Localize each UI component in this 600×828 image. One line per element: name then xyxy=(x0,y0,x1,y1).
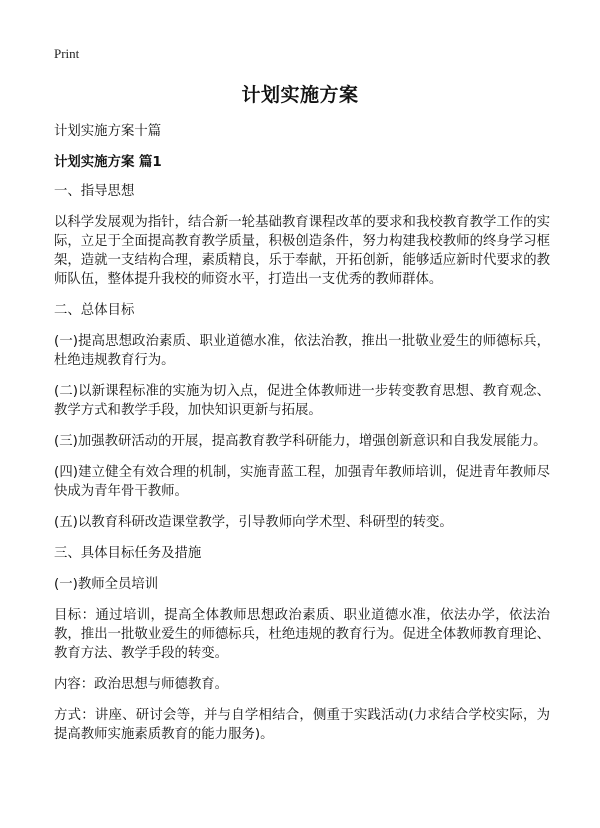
goal-item-1: (一)提高思想政治素质、职业道德水准，依法治教，推出一批敬业爱生的师德标兵，杜绝违规教育行为。 xyxy=(54,334,550,368)
heading-overall-goals: 二、总体目标 xyxy=(54,303,135,318)
paragraph-guiding-ideology: 以科学发展观为指针，结合新一轮基础教育课程改革的要求和我校教育教学工作的实际，立足于全面提高教育教学质量，积极创造条件，努力构建我校教师的终身学习框架，造就一支结构合理，素质精良，乐于奉献，开拓创新，能够适应新时代要求的教师队伍，整体提升我校的师资水平，打造出一支优秀的教师群体。 xyxy=(54,215,550,287)
goal-item-3: (三)加强教研活动的开展，提高教育教学科研能力，增强创新意识和自我发展能力。 xyxy=(54,434,547,449)
heading-specific-tasks: 三、具体目标任务及措施 xyxy=(54,546,202,561)
document-title: 计划实施方案 xyxy=(241,84,359,106)
heading-guiding-ideology: 一、指导思想 xyxy=(54,184,135,199)
goal-item-2: (二)以新课程标准的实施为切入点，促进全体教师进一步转变教育思想、教育观念、教学方式和教学手段，加快知识更新与拓展。 xyxy=(54,384,550,418)
task-training-goal: 目标：通过培训，提高全体教师思想政治素质、职业道德水准，依法办学，依法治教，推出一批敬业爱生的师德标兵，杜绝违规的教育行为。促进全体教师教育理论、教育方法、教学手段的转变。 xyxy=(54,608,550,661)
document-body xyxy=(54,122,550,756)
goal-item-4: (四)建立健全有效合理的机制，实施青蓝工程，加强青年教师培训，促进青年教师尽快成为青年骨干教师。 xyxy=(54,465,550,499)
task-training-title: (一)教师全员培训 xyxy=(54,577,159,592)
print-link[interactable]: Print xyxy=(54,46,80,61)
task-training-method: 方式：讲座、研讨会等，并与自学相结合，侧重于实践活动(力求结合学校实际，为提高教师实施素质教育的能力服务)。 xyxy=(54,708,550,742)
section-title: 计划实施方案 篇1 xyxy=(54,155,162,170)
task-training-content: 内容：政治思想与师德教育。 xyxy=(54,677,229,692)
document-subtitle: 计划实施方案十篇 xyxy=(54,124,162,139)
goal-item-5: (五)以教育科研改造课堂教学，引导教师向学术型、科研型的转变。 xyxy=(54,515,453,530)
